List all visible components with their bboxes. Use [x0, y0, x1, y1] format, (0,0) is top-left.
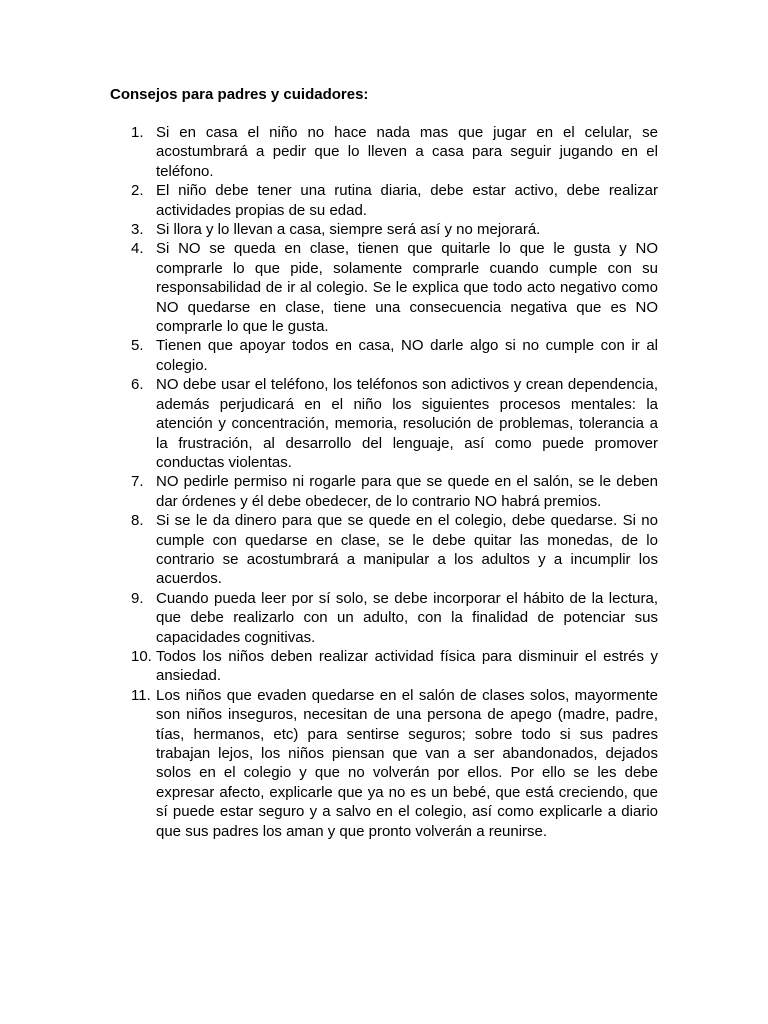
list-item-number: 6.	[131, 376, 144, 394]
list-item	[110, 239, 658, 336]
list-item-number: 11.	[131, 686, 151, 704]
list-item	[110, 511, 658, 589]
list-item-number: 5.	[131, 337, 144, 355]
list-item	[110, 123, 658, 181]
list-item-text: Tienen que apoyar todos en casa, NO darle algo si no cumple con ir al colegio.	[156, 337, 658, 374]
list-item	[110, 647, 658, 686]
advice-list	[110, 123, 658, 841]
list-item-number: 7.	[131, 473, 144, 491]
list-item-text: NO debe usar el teléfono, los teléfonos son adictivos y crean dependencia, además perjudicará en el niño los siguientes procesos mentales: la atención y concentración, memoria, resolución de problemas, tolerancia a la frustración, al desarrollo del lenguaje, así como puede promover conductas violentas.	[156, 376, 658, 471]
list-item	[110, 686, 658, 841]
list-item-text: Si en casa el niño no hace nada mas que jugar en el celular, se acostumbrará a pedir que lo lleven a casa para seguir jugando en el teléfono.	[156, 124, 658, 180]
list-item-text: Los niños que evaden quedarse en el salón de clases solos, mayormente son niños inseguros, necesitan de una persona de apego (madre, padre, tías, hermanos, etc) para sentirse seguros; sobre todo si sus padres trabajan lejos, los niños piensan que van a ser abandonados, dejados solos en el colegio y que no volverán por ellos. Por ello se les debe expresar afecto, explicarle que ya no es un bebé, que está creciendo, que sí puede estar seguro y a salvo en el colegio, así como explicarle a diario que sus padres los aman y que pronto volverán a reunirse.	[156, 686, 658, 840]
list-item	[110, 220, 658, 239]
list-item	[110, 472, 658, 511]
list-item-text: Todos los niños deben realizar actividad física para disminuir el estrés y ansiedad.	[156, 647, 658, 685]
list-item	[110, 375, 658, 472]
list-item-number: 10.	[131, 647, 152, 665]
list-item	[110, 336, 658, 375]
list-item-text: El niño debe tener una rutina diaria, debe estar activo, debe realizar actividades propias de su edad.	[156, 182, 658, 219]
list-item-text: NO pedirle permiso ni rogarle para que se quede en el salón, se le deben dar órdenes y él debe obedecer, de lo contrario NO habrá premios.	[156, 473, 658, 510]
list-item-text: Si se le da dinero para que se quede en el colegio, debe quedarse. Si no cumple con quedarse en clase, se le debe quitar las monedas, de lo contrario se acostumbrará a manipular a los adultos y a incumplir los acuerdos.	[156, 512, 658, 588]
list-item-text: Si llora y lo llevan a casa, siempre será así y no mejorará.	[156, 221, 541, 239]
list-item	[110, 589, 658, 647]
list-item-text: Cuando pueda leer por sí solo, se debe incorporar el hábito de la lectura, que debe realizarlo con un adulto, con la finalidad de potenciar sus capacidades cognitivas.	[156, 589, 658, 646]
list-item-text: Si NO se queda en clase, tienen que quitarle lo que le gusta y NO comprarle lo que pide, solamente comprarle cuando cumple con su responsabilidad de ir al colegio. Se le explica que todo acto negativo como NO quedarse en clase, tiene una consecuencia negativa que es NO comprarle lo que le gusta.	[156, 240, 658, 336]
list-item-number: 9.	[131, 589, 144, 607]
list-item-number: 4.	[131, 240, 144, 258]
list-item-number: 8.	[131, 512, 144, 530]
list-item	[110, 181, 658, 220]
document-title: Consejos para padres y cuidadores:	[110, 86, 369, 103]
list-item-number: 3.	[131, 221, 144, 239]
list-item-number: 1.	[131, 124, 144, 141]
list-item-number: 2.	[131, 182, 144, 200]
